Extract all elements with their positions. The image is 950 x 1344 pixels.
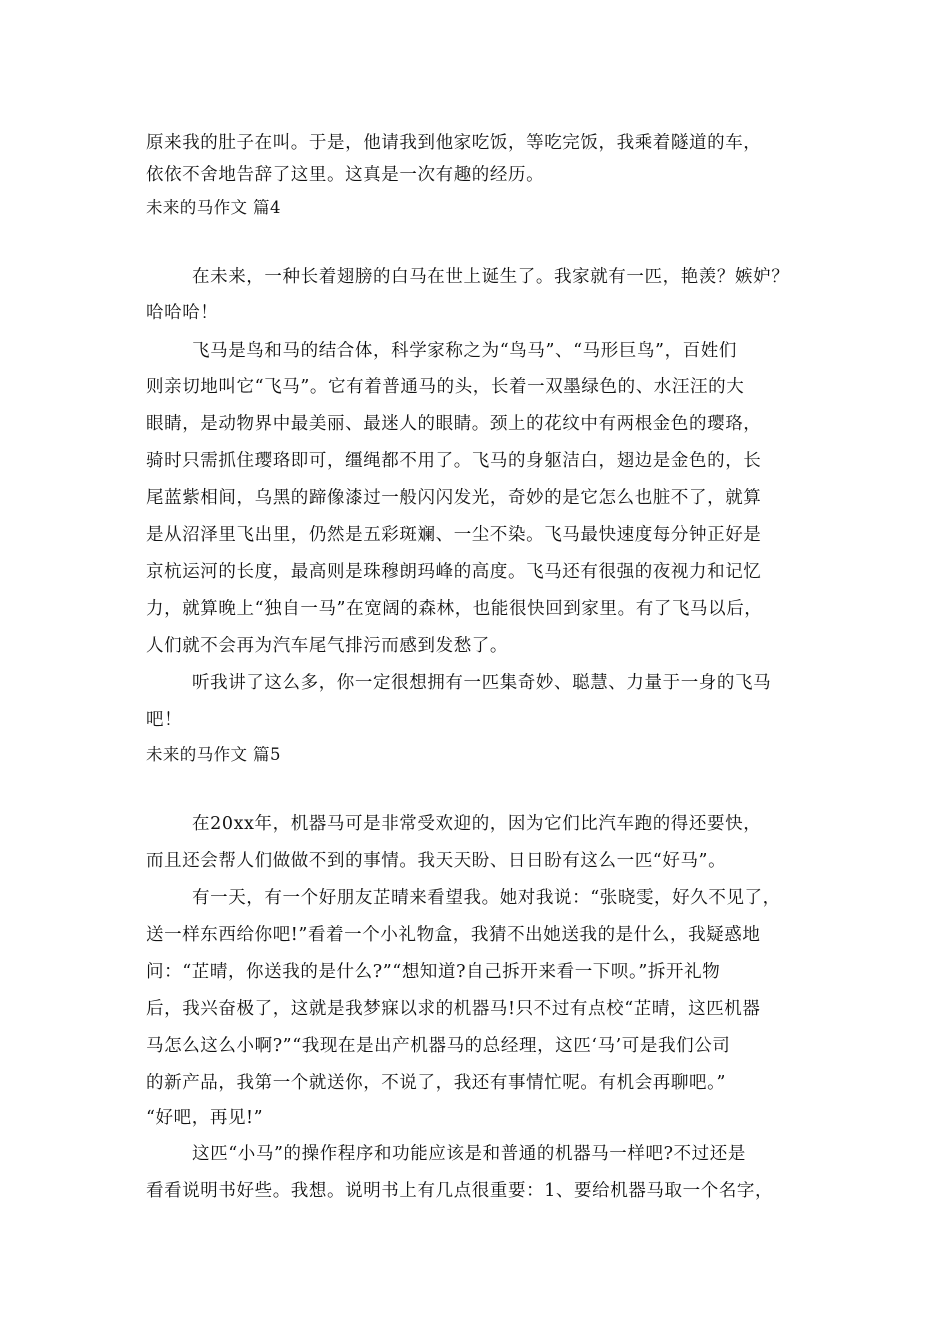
paragraph-line: 则亲切地叫它“飞马”。它有着普通马的头，长着一双墨绿色的、水汪汪的大: [146, 377, 745, 397]
paragraph-line: 马怎么这么小啊?”“我现在是出产机器马的总经理，这匹‘马’可是我们公司: [146, 1036, 731, 1056]
paragraph-line: 在未来，一种长着翅膀的白马在世上诞生了。我家就有一匹，艳羡？嫉妒？: [192, 267, 790, 287]
paragraph-line: 送一样东西给你吧!”看着一个小礼物盒，我猜不出她送我的是什么，我疑惑地: [146, 925, 761, 945]
paragraph-line: 这匹“小马”的操作程序和功能应该是和普通的机器马一样吧?不过还是: [192, 1144, 746, 1164]
paragraph-line: 眼睛，是动物界中最美丽、最迷人的眼睛。颈上的花纹中有两根金色的璎珞，: [146, 414, 762, 434]
paragraph-line: 飞马是鸟和马的结合体，科学家称之为“鸟马”、“马形巨鸟”，百姓们: [192, 341, 737, 361]
paragraph-line: 哈哈哈！: [146, 303, 219, 323]
section-heading: 未来的马作文 篇4: [146, 198, 281, 217]
paragraph-line: 吧！: [146, 710, 183, 730]
paragraph-line: 依依不舍地告辞了这里。这真是一次有趣的经历。: [146, 165, 545, 185]
paragraph-line: 而且还会帮人们做做不到的事情。我天天盼、日日盼有这么一匹“好马”。: [146, 851, 727, 871]
paragraph-line: 看看说明书好些。我想。说明书上有几点很重要：1、要给机器马取一个名字，: [146, 1181, 774, 1201]
paragraph-line: 尾蓝紫相间，乌黑的蹄像漆过一般闪闪发光，奇妙的是它怎么也脏不了，就算: [146, 488, 762, 508]
paragraph-line: 问：“芷晴，你送我的是什么?”“想知道?自己拆开来看一下呗。”拆开礼物: [146, 962, 721, 982]
paragraph-line: 有一天，有一个好朋友芷晴来看望我。她对我说：“张晓雯，好久不见了，: [192, 888, 781, 908]
paragraph-line: 听我讲了这么多，你一定很想拥有一匹集奇妙、聪慧、力量于一身的飞马: [192, 673, 772, 693]
paragraph-line: 骑时只需抓住璎珞即可，缰绳都不用了。飞马的身躯洁白，翅边是金色的，长: [146, 451, 762, 471]
section-heading: 未来的马作文 篇5: [146, 745, 281, 764]
paragraph-line: 的新产品，我第一个就送你，不说了，我还有事情忙呢。有机会再聊吧。”: [146, 1073, 726, 1093]
paragraph-line: 人们就不会再为汽车尾气排污而感到发愁了。: [146, 636, 508, 656]
paragraph-line: 后，我兴奋极了，这就是我梦寐以求的机器马!只不过有点校“芷晴，这匹机器: [146, 999, 761, 1019]
paragraph-line: “好吧，再见!”: [146, 1108, 264, 1128]
paragraph-line: 在20xx年，机器马可是非常受欢迎的，因为它们比汽车跑的得还要快，: [192, 814, 762, 834]
paragraph-line: 京杭运河的长度，最高则是珠穆朗玛峰的高度。飞马还有很强的夜视力和记忆: [146, 562, 762, 582]
paragraph-line: 是从沼泽里飞出里，仍然是五彩斑斓、一尘不染。飞马最快速度每分钟正好是: [146, 525, 762, 545]
paragraph-line: 原来我的肚子在叫。于是，他请我到他家吃饭，等吃完饭，我乘着隧道的车，: [146, 133, 762, 153]
paragraph-line: 力，就算晚上“独自一马”在宽阔的森林，也能很快回到家里。有了飞马以后，: [146, 599, 763, 619]
